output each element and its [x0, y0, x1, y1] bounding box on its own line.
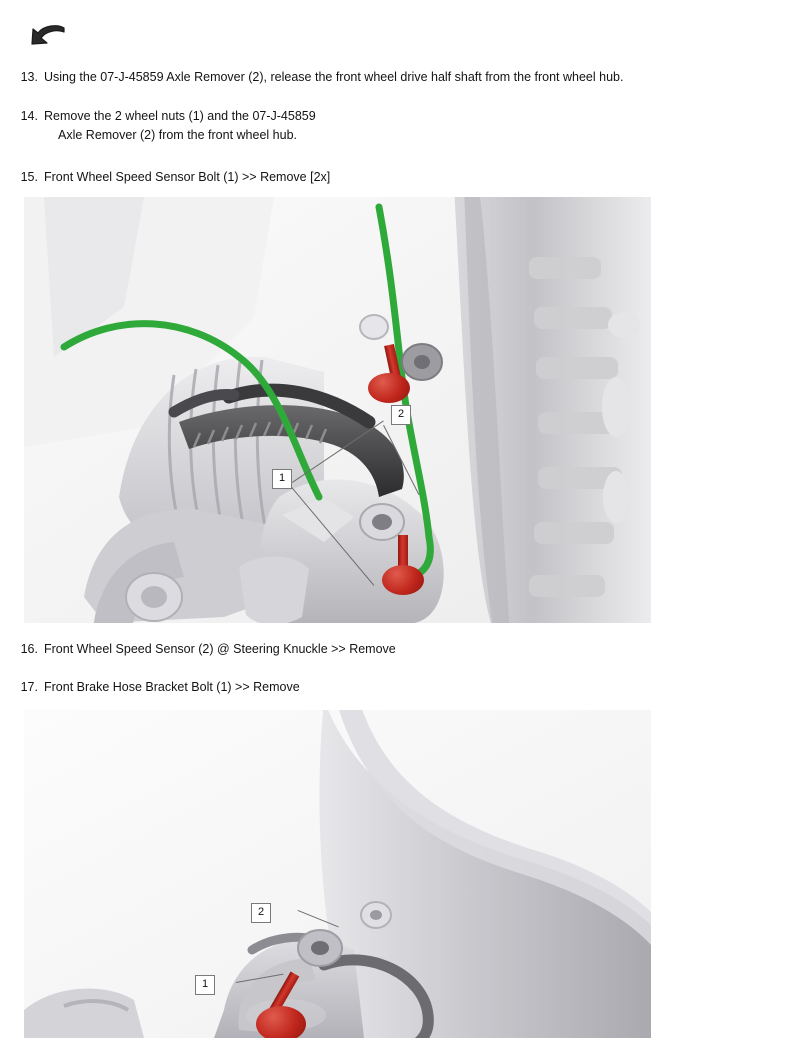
step-17 [14, 678, 754, 697]
figure-1-callout-1: 1 [272, 469, 292, 489]
brake-hose-bracket-bolt [256, 974, 306, 1038]
step-15-text: Front Wheel Speed Sensor Bolt (1) >> Remove [2x] [44, 170, 331, 184]
figure-2-callout-2: 2 [251, 903, 271, 923]
front-wheel-speed-sensor-illustration [24, 197, 651, 623]
step-16-text: Front Wheel Speed Sensor (2) @ Steering Knuckle >> Remove [44, 642, 396, 656]
step-16-number: 16. [20, 642, 38, 656]
step-13-number: 13. [20, 70, 38, 84]
step-14-number: 14. [20, 109, 38, 123]
step-13-text: Using the 07-J-45859 Axle Remover (2), release the front wheel drive half shaft from the front wheel hub. [44, 70, 624, 84]
figure-1-graphic [24, 197, 651, 623]
step-14-text-continuation: Axle Remover (2) from the front wheel hub. [58, 128, 297, 143]
step-17-number: 17. [20, 680, 38, 694]
bolt-lower [382, 535, 424, 597]
step-15 [14, 168, 754, 187]
figure-2-callout-1: 1 [195, 975, 215, 995]
back-arrow-icon[interactable] [28, 22, 72, 56]
step-13 [14, 68, 754, 87]
bolt-upper [368, 345, 410, 405]
step-15-number: 15. [20, 170, 38, 184]
step-14-text: Remove the 2 wheel nuts (1) and the 07-J-45859 [44, 109, 316, 123]
step-16 [14, 640, 754, 659]
step-14 [14, 107, 754, 146]
step-17-text: Front Brake Hose Bracket Bolt (1) >> Remove [44, 680, 300, 694]
front-brake-hose-bracket-illustration [24, 710, 651, 1038]
figure-2-graphic [24, 710, 651, 1038]
figure-1-callout-2: 2 [391, 405, 411, 425]
